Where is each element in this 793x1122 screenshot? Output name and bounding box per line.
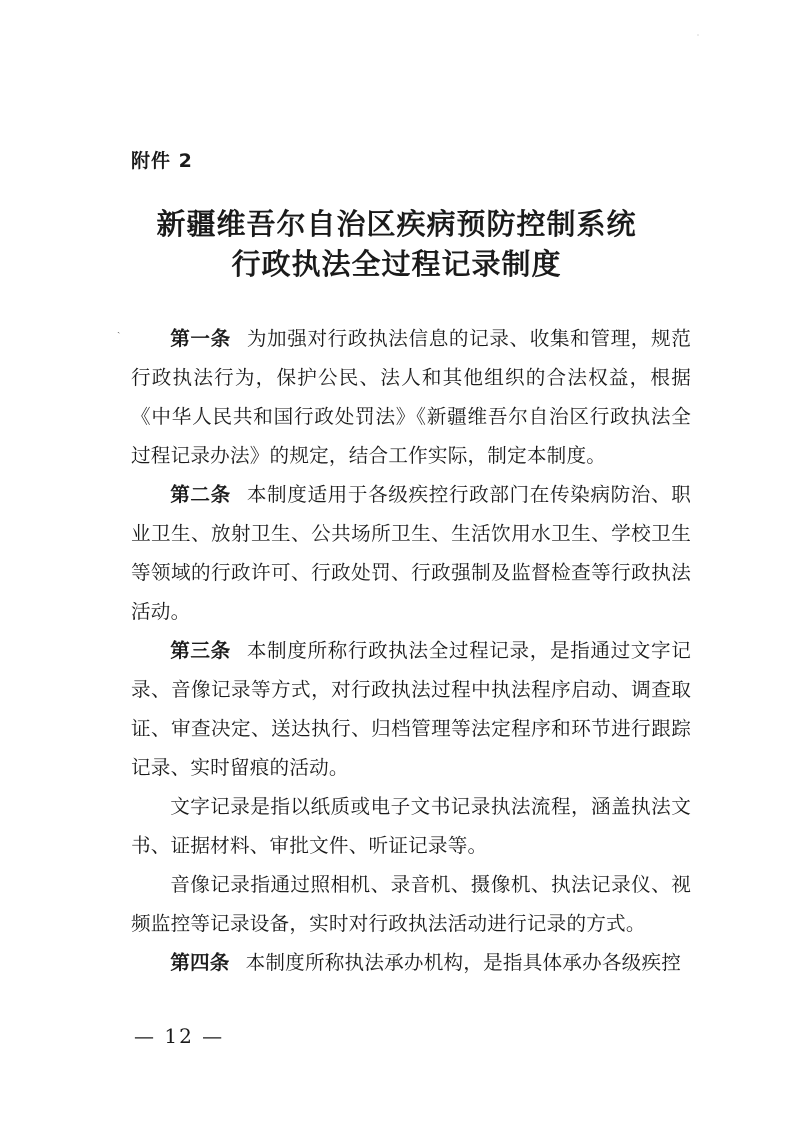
paragraph-article-4 xyxy=(131,943,691,982)
paragraph-text-record xyxy=(131,787,691,865)
article-text: 本制度适用于各级疾控行政部门在传染病防治、职业卫生、放射卫生、公共场所卫生、生活饮用水卫生、学校卫生等领域的行政许可、行政处罚、行政强制及监督检查等行政执法活动。 xyxy=(131,483,691,623)
document-body xyxy=(131,319,691,982)
paragraph-text: 文字记录是指以纸质或电子文书记录执法流程，涵盖执法文书、证据材料、审批文件、听证记录等。 xyxy=(131,795,691,857)
paragraph-article-3 xyxy=(131,631,691,787)
paragraph-av-record xyxy=(131,865,691,943)
article-number: 第二条 xyxy=(170,483,231,506)
document-title-line-1: 新疆维吾尔自治区疾病预防控制系统 xyxy=(156,207,637,241)
document-title-line-2: 行政执法全过程记录制度 xyxy=(231,247,562,281)
paragraph-article-1 xyxy=(131,319,691,475)
article-number: 第一条 xyxy=(170,327,231,350)
article-text: 本制度所称执法承办机构，是指具体承办各级疾控 xyxy=(245,951,682,974)
page-number: — 12 — xyxy=(134,1024,225,1048)
article-number: 第三条 xyxy=(170,639,231,662)
paragraph-article-2 xyxy=(131,475,691,631)
scan-mark: ˎ xyxy=(117,323,121,334)
scan-mark: ˙ xyxy=(696,34,700,43)
paragraph-text: 音像记录指通过照相机、录音机、摄像机、执法记录仪、视频监控等记录设备，实时对行政执法活动进行记录的方式。 xyxy=(131,873,691,935)
article-text: 为加强对行政执法信息的记录、收集和管理，规范行政执法行为，保护公民、法人和其他组织的合法权益，根据《中华人民共和国行政处罚法》《新疆维吾尔自治区行政执法全过程记录办法》的规定，结合工作实际，制定本制度。 xyxy=(131,327,691,467)
article-number: 第四条 xyxy=(170,951,230,974)
attachment-label: 附件 2 xyxy=(131,150,193,172)
article-text: 本制度所称行政执法全过程记录，是指通过文字记录、音像记录等方式，对行政执法过程中执法程序启动、调查取证、审查决定、送达执行、归档管理等法定程序和环节进行跟踪记录、实时留痕的活动。 xyxy=(131,639,691,779)
